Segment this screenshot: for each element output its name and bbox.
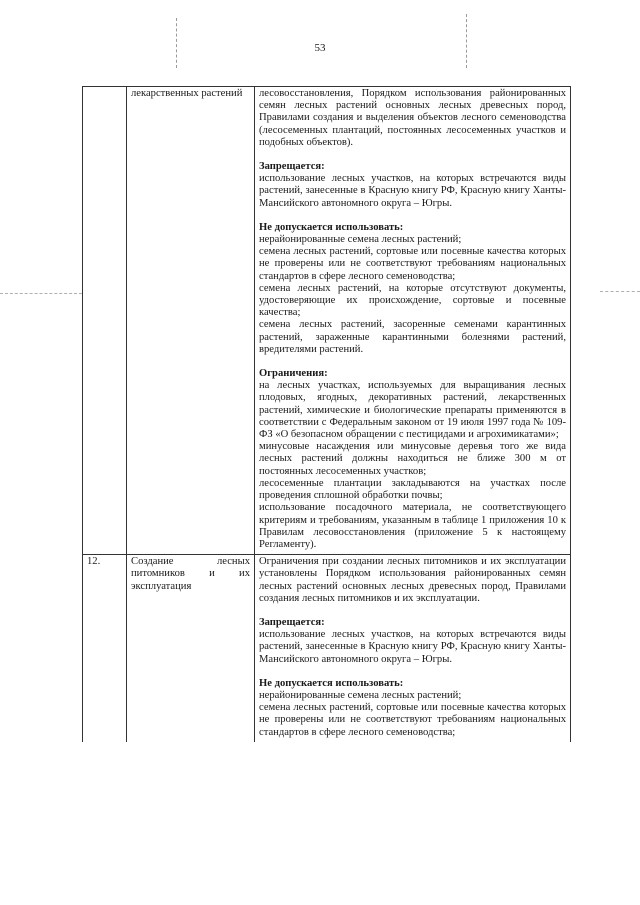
paragraph: использование посадочного материала, не соответствующего критериям и требованиям, указанным в таблице 1 приложения 10 к Правилам лесовосстановления (приложение 5 к настоящему Регламенту). [259,502,566,550]
row-number: 12. [83,555,127,742]
paragraph: использование лесных участков, на которых встречаются виды растений, занесенные в Красную книгу РФ, Красную книгу Ханты-Мансийского автономного округа – Югры. [259,173,566,209]
requirements-cell [255,555,571,742]
table-row [83,87,571,555]
paragraph: нерайонированные семена лесных растений; [259,234,462,246]
paragraph: семена лесных растений, сортовые или посевные качества которых не проверены или не соответствуют требованиям национальных стандартов в сфере лесного семеноводства; [259,702,566,738]
page-number: 53 [314,42,326,54]
requirements-cell [255,87,571,555]
fold-line-right [466,14,467,68]
paragraph: лесосеменные плантации закладываются на участках после проведения сплошной обработки почвы; [259,477,566,502]
paragraph: семена лесных растений, сортовые или посевные качества которых не проверены или не соответствуют требованиям национальных стандартов в сфере лесного семеноводства; [259,246,566,282]
paragraph: минусовые насаждения или минусовые деревья того же вида лесных растений должны находиться не ближе 300 м от постоянных лесосеменных участков; [259,441,566,477]
paragraph: семена лесных растений, засоренные семенами карантинных растений, зараженные карантинными болезнями растений, вредителями растений. [259,319,566,355]
section-heading: Не допускается использовать: [259,221,404,233]
paragraph-gap [259,605,566,617]
row-number [83,87,127,555]
paragraph-gap [259,210,566,222]
activity-name: лекарственных растений [127,87,255,555]
paragraph: семена лесных растений, на которые отсутствуют документы, удостоверяющие их происхождение, сортовые и посевные качества; [259,282,566,319]
paragraph: на лесных участках, используемых для выращивания лесных плодовых, ягодных, декоративных растений, лекарственных растений, химические и биологические препараты применяются в соответствии с Федеральным законом от 19 июля 1997 года № 109-ФЗ «О безопасном обращении с пестицидами и агрохимикатами»; [259,380,566,441]
section-heading: Запрещается: [259,616,325,628]
paragraph: лесовосстановления, Порядком использования районированных семян лесных растений основных лесных древесных пород, Правилами создания и выделения объектов лесного семеноводства (лесосеменных плантаций, постоянных лесосеменных участков и подобных объектов). [259,88,566,148]
scan-edge-line-right [600,291,640,292]
table-row [83,555,571,742]
scan-edge-line-left [0,293,82,294]
section-heading: Запрещается: [259,161,325,173]
paragraph: использование лесных участков, на которых встречаются виды растений, занесенные в Красную книгу РФ, Красную книгу Ханты-Мансийского автономного округа – Югры. [259,629,566,665]
paragraph: нерайонированные семена лесных растений; [259,689,462,701]
paragraph-gap [259,149,566,161]
section-heading: Ограничения: [259,368,328,380]
section-heading: Не допускается использовать: [259,677,404,689]
paragraph-gap [259,356,566,368]
activity-name: Создание лесных питомников и их эксплуатация [127,555,255,742]
regulation-table [82,86,571,742]
paragraph-gap [259,666,566,678]
paragraph: Ограничения при создании лесных питомников и их эксплуатации установлены Порядком использования районированных семян лесных растений основных лесных древесных пород, Правилами создания лесных питомников и их эксплуатации. [259,556,566,604]
